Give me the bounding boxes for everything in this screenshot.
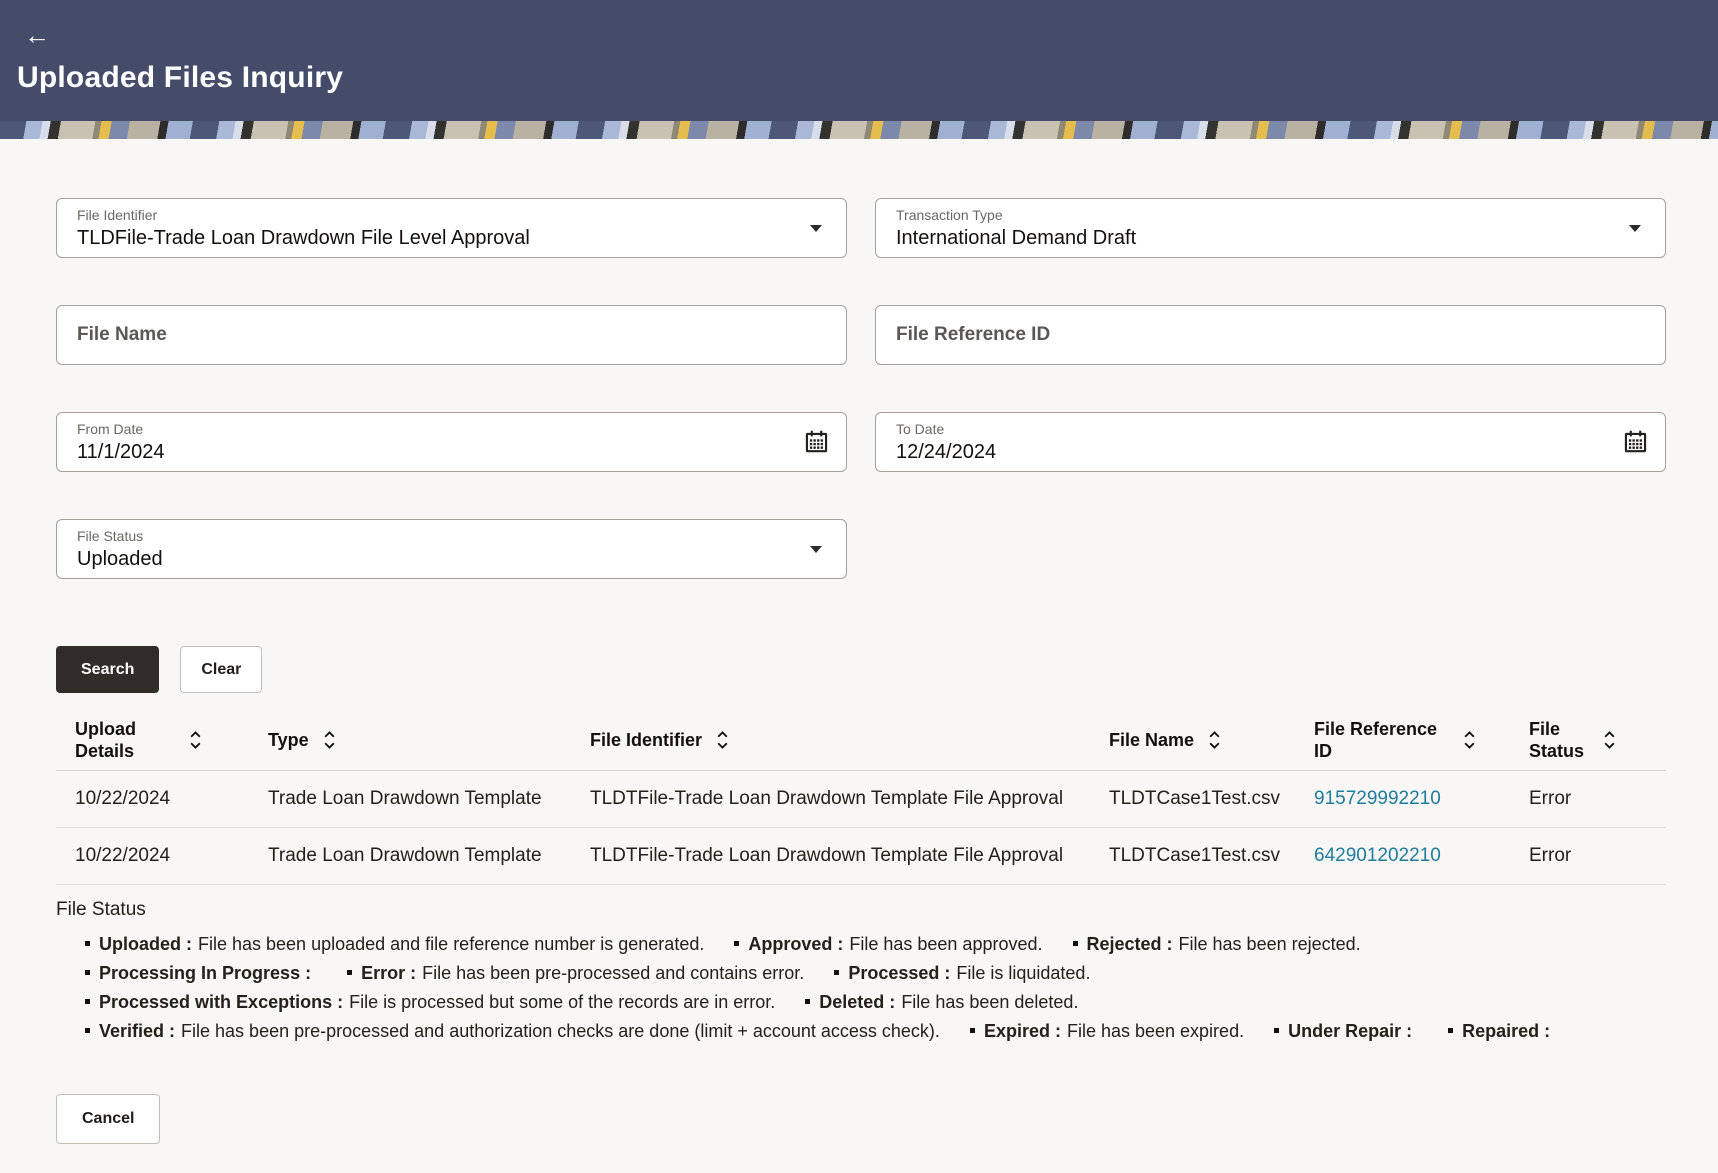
file-status-label: File Status bbox=[77, 527, 144, 544]
sort-icon[interactable] bbox=[323, 729, 336, 751]
bullet-icon bbox=[1073, 941, 1078, 946]
cell-file-name: TLDTCase1Test.csv bbox=[1109, 788, 1281, 809]
cell-type: Trade Loan Drawdown Template bbox=[268, 788, 542, 809]
legend-status-name: Repaired : bbox=[1462, 1021, 1551, 1041]
bullet-icon bbox=[85, 970, 90, 975]
bullet-icon bbox=[1274, 1028, 1279, 1033]
table-row[interactable] bbox=[56, 828, 1666, 885]
grid-spacer bbox=[875, 519, 1666, 579]
search-filter-form bbox=[56, 198, 1666, 579]
legend-status-name: Processed : bbox=[848, 963, 951, 983]
column-label: File Reference ID bbox=[1314, 719, 1438, 761]
file-status-legend bbox=[56, 899, 1576, 1042]
from-date-field[interactable] bbox=[56, 412, 847, 472]
file-reference-id-link[interactable]: 915729992210 bbox=[1314, 788, 1441, 809]
legend-status-name: Expired : bbox=[983, 1021, 1061, 1041]
calendar-icon[interactable] bbox=[1620, 427, 1651, 458]
legend-item bbox=[85, 1021, 940, 1042]
legend-item bbox=[1274, 1021, 1418, 1042]
file-reference-id-input[interactable] bbox=[896, 306, 1645, 364]
back-arrow-icon[interactable]: ← bbox=[24, 20, 50, 50]
legend-status-name: Verified : bbox=[99, 1021, 176, 1041]
file-name-input[interactable] bbox=[77, 306, 826, 364]
from-date-label: From Date bbox=[77, 420, 144, 437]
table-body bbox=[56, 771, 1666, 885]
legend-item bbox=[85, 963, 317, 984]
file-identifier-value: TLDFile-Trade Loan Drawdown File Level Approval bbox=[77, 226, 530, 249]
to-date-value: 12/24/2024 bbox=[896, 440, 997, 463]
transaction-type-value: International Demand Draft bbox=[896, 226, 1137, 249]
legend-status-name: Approved : bbox=[748, 934, 844, 954]
bullet-icon bbox=[734, 941, 739, 946]
column-header-file-status[interactable] bbox=[1529, 718, 1666, 762]
cell-file-identifier: TLDTFile-Trade Loan Drawdown Template File Approval bbox=[590, 788, 1064, 809]
legend-item bbox=[1073, 934, 1361, 955]
clear-button[interactable]: Clear bbox=[180, 646, 262, 693]
cell-file-identifier: TLDTFile-Trade Loan Drawdown Template File Approval bbox=[590, 845, 1064, 866]
file-name-field bbox=[56, 305, 847, 365]
sort-icon[interactable] bbox=[189, 729, 202, 751]
legend-item bbox=[85, 992, 775, 1013]
file-status-value: Uploaded bbox=[77, 547, 163, 570]
cancel-button[interactable]: Cancel bbox=[56, 1094, 160, 1144]
table-row[interactable] bbox=[56, 771, 1666, 828]
bullet-icon bbox=[805, 999, 810, 1004]
file-reference-id-link[interactable]: 642901202210 bbox=[1314, 845, 1441, 866]
legend-status-name: Processing In Progress : bbox=[99, 963, 312, 983]
bullet-icon bbox=[1448, 1028, 1453, 1033]
cell-upload-details: 10/22/2024 bbox=[75, 788, 171, 809]
column-label: Type bbox=[268, 730, 309, 750]
footer-actions bbox=[56, 1094, 1666, 1167]
legend-status-desc: File is processed but some of the records are in error. bbox=[349, 992, 776, 1012]
to-date-label: To Date bbox=[896, 420, 945, 437]
column-header-type[interactable] bbox=[268, 729, 590, 751]
cell-type: Trade Loan Drawdown Template bbox=[268, 845, 542, 866]
file-status-select[interactable] bbox=[56, 519, 847, 579]
legend-item bbox=[834, 963, 1090, 984]
chevron-down-icon[interactable] bbox=[1629, 225, 1641, 232]
table-header-row bbox=[56, 714, 1666, 771]
column-label: File Name bbox=[1109, 730, 1195, 750]
legend-status-desc: File has been uploaded and file reference number is generated. bbox=[198, 934, 705, 954]
bullet-icon bbox=[85, 999, 90, 1004]
legend-status-name: Processed with Exceptions : bbox=[99, 992, 344, 1012]
legend-item bbox=[805, 992, 1078, 1013]
legend-title: File Status bbox=[56, 899, 146, 920]
transaction-type-label: Transaction Type bbox=[896, 206, 1003, 223]
column-label: File Identifier bbox=[590, 730, 703, 750]
chevron-down-icon[interactable] bbox=[810, 546, 822, 553]
cell-file-status: Error bbox=[1529, 845, 1572, 866]
file-identifier-select[interactable] bbox=[56, 198, 847, 258]
legend-item bbox=[970, 1021, 1244, 1042]
bullet-icon bbox=[85, 1028, 90, 1033]
bullet-icon bbox=[970, 1028, 975, 1033]
page-header bbox=[0, 0, 1718, 121]
calendar-icon[interactable] bbox=[801, 427, 832, 458]
legend-item bbox=[1448, 1021, 1556, 1042]
bullet-icon bbox=[85, 941, 90, 946]
file-reference-id-field bbox=[875, 305, 1666, 365]
legend-item bbox=[734, 934, 1042, 955]
uploaded-files-table bbox=[56, 714, 1666, 885]
legend-status-name: Error : bbox=[361, 963, 417, 983]
column-header-file-reference-id[interactable] bbox=[1314, 718, 1529, 762]
chevron-down-icon[interactable] bbox=[810, 225, 822, 232]
cell-upload-details: 10/22/2024 bbox=[75, 845, 171, 866]
cell-file-status: Error bbox=[1529, 788, 1572, 809]
legend-status-desc: File has been approved. bbox=[849, 934, 1043, 954]
column-label: File Status bbox=[1529, 719, 1585, 761]
legend-status-desc: File has been deleted. bbox=[901, 992, 1079, 1012]
sort-icon[interactable] bbox=[1208, 729, 1221, 751]
form-actions bbox=[56, 646, 1666, 693]
bullet-icon bbox=[834, 970, 839, 975]
legend-status-desc: File has been pre-processed and contains error. bbox=[422, 963, 805, 983]
legend-item bbox=[347, 963, 804, 984]
legend-items bbox=[56, 934, 1576, 1042]
column-header-file-identifier[interactable] bbox=[590, 729, 1109, 751]
legend-item bbox=[85, 934, 704, 955]
decorative-pattern-banner bbox=[0, 121, 1718, 139]
transaction-type-select[interactable] bbox=[875, 198, 1666, 258]
sort-icon[interactable] bbox=[1603, 729, 1616, 751]
sort-icon[interactable] bbox=[716, 729, 729, 751]
file-identifier-label: File Identifier bbox=[77, 206, 158, 223]
legend-status-desc: File has been rejected. bbox=[1178, 934, 1361, 954]
main-content bbox=[0, 139, 1718, 1167]
bullet-icon bbox=[347, 970, 352, 975]
to-date-field[interactable] bbox=[875, 412, 1666, 472]
column-header-file-name[interactable] bbox=[1109, 729, 1314, 751]
from-date-value: 11/1/2024 bbox=[77, 440, 165, 463]
column-label: Upload Details bbox=[75, 719, 136, 761]
legend-status-desc: File is liquidated. bbox=[956, 963, 1091, 983]
legend-status-name: Rejected : bbox=[1086, 934, 1173, 954]
legend-status-name: Under Repair : bbox=[1288, 1021, 1413, 1041]
search-button[interactable]: Search bbox=[56, 646, 159, 693]
cell-file-name: TLDTCase1Test.csv bbox=[1109, 845, 1281, 866]
page-title: Uploaded Files Inquiry bbox=[17, 61, 344, 94]
legend-status-desc: File has been expired. bbox=[1066, 1021, 1245, 1041]
sort-icon[interactable] bbox=[1463, 729, 1476, 751]
legend-status-name: Deleted : bbox=[819, 992, 896, 1012]
legend-status-name: Uploaded : bbox=[99, 934, 192, 954]
legend-status-desc: File has been pre-processed and authorization checks are done (limit + account access check). bbox=[181, 1021, 940, 1041]
column-header-upload-details[interactable] bbox=[56, 718, 268, 762]
